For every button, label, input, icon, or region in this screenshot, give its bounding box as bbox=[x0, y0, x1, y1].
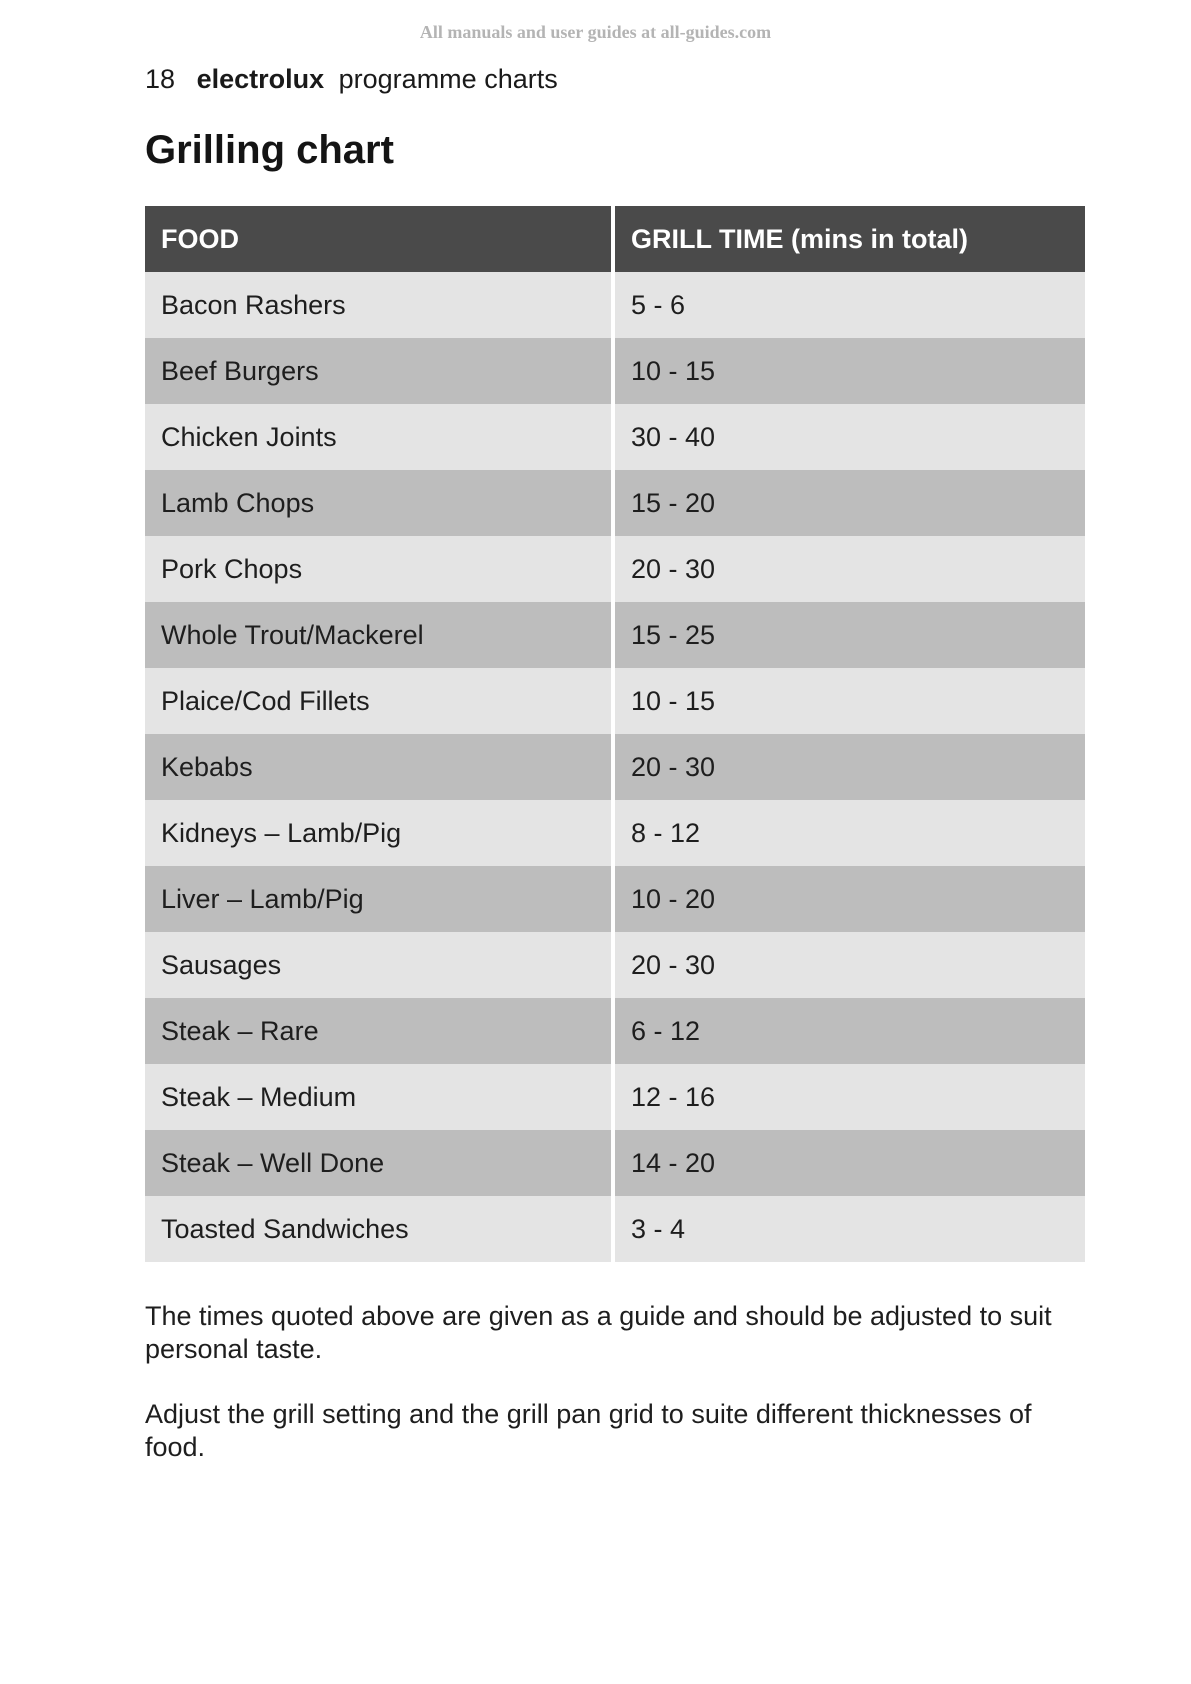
grill-time-cell: 20 - 30 bbox=[615, 734, 1085, 800]
table-row bbox=[145, 1130, 1085, 1196]
table-row bbox=[145, 866, 1085, 932]
food-cell: Bacon Rashers bbox=[145, 272, 615, 338]
running-header bbox=[145, 64, 558, 95]
page-number: 18 bbox=[145, 64, 176, 94]
grilling-chart-table bbox=[145, 206, 1085, 1262]
watermark: All manuals and user guides at all-guides.com bbox=[419, 22, 772, 42]
table-row bbox=[145, 536, 1085, 602]
table-row bbox=[145, 272, 1085, 338]
food-cell: Steak – Medium bbox=[145, 1064, 615, 1130]
food-cell: Steak – Well Done bbox=[145, 1130, 615, 1196]
table-row bbox=[145, 800, 1085, 866]
grill-time-cell: 15 - 20 bbox=[615, 470, 1085, 536]
food-cell: Steak – Rare bbox=[145, 998, 615, 1064]
table-row bbox=[145, 668, 1085, 734]
table-row bbox=[145, 932, 1085, 998]
grill-time-cell: 20 - 30 bbox=[615, 536, 1085, 602]
table-row bbox=[145, 338, 1085, 404]
grill-time-cell: 15 - 25 bbox=[615, 602, 1085, 668]
table-row bbox=[145, 470, 1085, 536]
table-row bbox=[145, 404, 1085, 470]
grill-time-cell: 8 - 12 bbox=[615, 800, 1085, 866]
food-cell: Kebabs bbox=[145, 734, 615, 800]
grill-time-cell: 20 - 30 bbox=[615, 932, 1085, 998]
grill-time-cell: 10 - 15 bbox=[615, 338, 1085, 404]
grill-time-cell: 12 - 16 bbox=[615, 1064, 1085, 1130]
food-cell: Pork Chops bbox=[145, 536, 615, 602]
section-name: programme charts bbox=[338, 64, 558, 94]
column-header-food: FOOD bbox=[145, 206, 615, 272]
table-row bbox=[145, 998, 1085, 1064]
food-cell: Plaice/Cod Fillets bbox=[145, 668, 615, 734]
table-header-row bbox=[145, 206, 1085, 272]
column-header-grill-time: GRILL TIME (mins in total) bbox=[615, 206, 1085, 272]
brand-name: electrolux bbox=[196, 64, 325, 94]
food-cell: Chicken Joints bbox=[145, 404, 615, 470]
grill-time-cell: 14 - 20 bbox=[615, 1130, 1085, 1196]
food-cell: Toasted Sandwiches bbox=[145, 1196, 615, 1262]
table-row bbox=[145, 1196, 1085, 1262]
guide-note: The times quoted above are given as a guide and should be adjusted to suit personal taste. bbox=[145, 1301, 1052, 1364]
grill-time-cell: 5 - 6 bbox=[615, 272, 1085, 338]
food-cell: Sausages bbox=[145, 932, 615, 998]
food-cell: Liver – Lamb/Pig bbox=[145, 866, 615, 932]
grill-time-cell: 10 - 15 bbox=[615, 668, 1085, 734]
grill-time-cell: 10 - 20 bbox=[615, 866, 1085, 932]
page-title: Grilling chart bbox=[145, 128, 394, 172]
adjustment-note: Adjust the grill setting and the grill pan grid to suite different thicknesses of food. bbox=[145, 1399, 1032, 1462]
food-cell: Beef Burgers bbox=[145, 338, 615, 404]
grill-time-cell: 6 - 12 bbox=[615, 998, 1085, 1064]
food-cell: Kidneys – Lamb/Pig bbox=[145, 800, 615, 866]
grill-time-cell: 30 - 40 bbox=[615, 404, 1085, 470]
table-row bbox=[145, 602, 1085, 668]
food-cell: Lamb Chops bbox=[145, 470, 615, 536]
food-cell: Whole Trout/Mackerel bbox=[145, 602, 615, 668]
table-row bbox=[145, 1064, 1085, 1130]
table-row bbox=[145, 734, 1085, 800]
grill-time-cell: 3 - 4 bbox=[615, 1196, 1085, 1262]
